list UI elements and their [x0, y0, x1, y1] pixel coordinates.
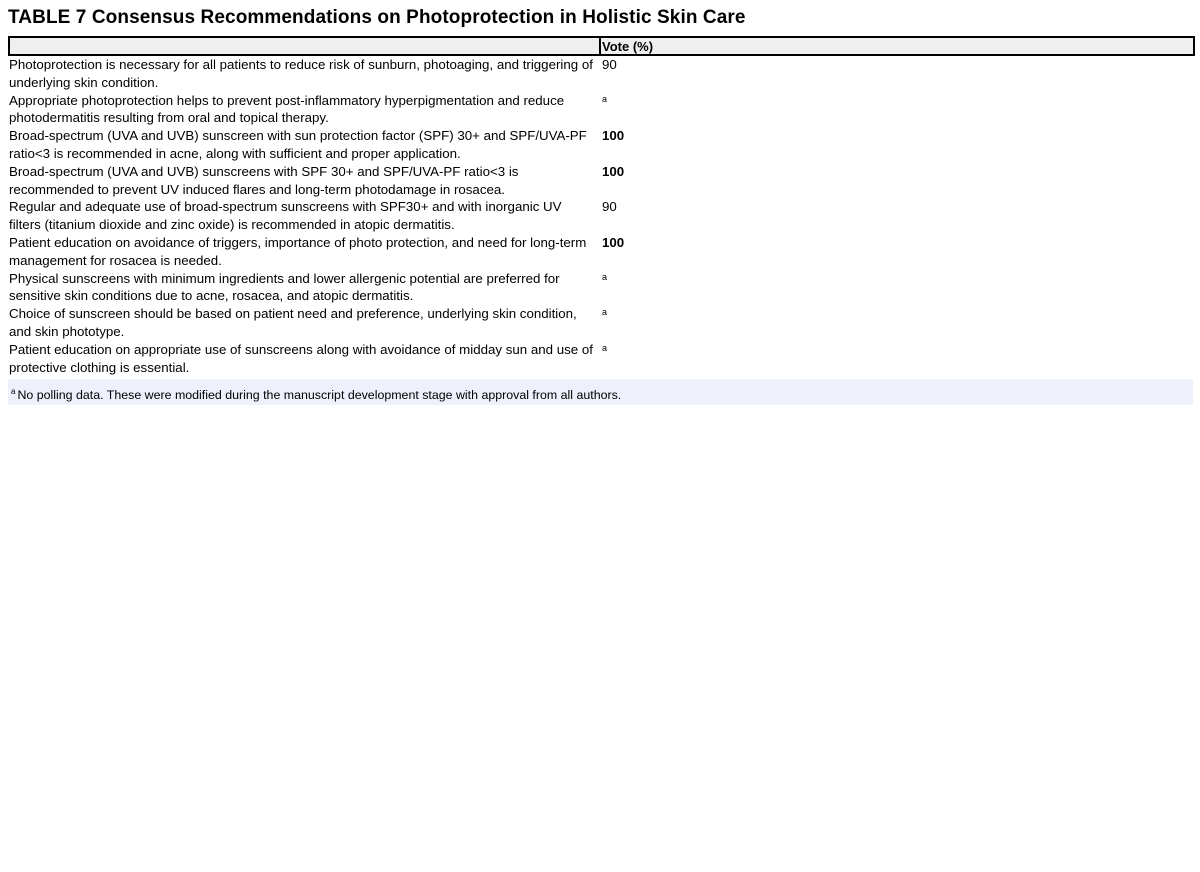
recommendation-text: Broad-spectrum (UVA and UVB) sunscreens with SPF 30+ and SPF/UVA-PF ratio<3 is recommended to prevent UV induced flares and long-term photodamage in rosacea.: [9, 163, 519, 197]
vote-value: 90: [602, 57, 617, 72]
footnote-text: No polling data. These were modified during the manuscript development stage with approval from all authors.: [17, 388, 622, 403]
table-row: [9, 127, 1194, 163]
vote-cell: [600, 341, 1194, 377]
no-polling-footnote-marker: a: [602, 342, 608, 353]
table-row: [9, 198, 1194, 234]
table-row: [9, 341, 1194, 377]
vote-cell: [600, 55, 1194, 92]
vote-value: 100: [602, 128, 625, 144]
table-row: [9, 234, 1194, 270]
vote-cell: [600, 92, 1194, 128]
vote-cell: [600, 305, 1194, 341]
vote-cell: [600, 234, 1194, 270]
table-row: [9, 270, 1194, 306]
no-polling-footnote-marker: a: [602, 93, 608, 104]
recommendation-text: Regular and adequate use of broad-spectrum sunscreens with SPF30+ and with inorganic UV filters (titanium dioxide and zinc oxide) is recommended in atopic dermatitis.: [9, 199, 562, 233]
vote-value: 100: [602, 234, 625, 250]
footnote-marker: a: [11, 387, 16, 397]
table-header: [9, 37, 1194, 55]
no-polling-footnote-marker: a: [602, 307, 608, 318]
document-page: [8, 6, 1193, 405]
header-vote: Vote (%): [600, 37, 1194, 55]
table-row: [9, 305, 1194, 341]
vote-cell: [600, 163, 1194, 199]
recommendation-text: Photoprotection is necessary for all patients to reduce risk of sunburn, photoaging, and triggering of underlying skin condition.: [9, 57, 593, 90]
header-row: [9, 37, 1194, 55]
table-footnote: [8, 379, 1193, 405]
vote-value: 90: [602, 199, 617, 215]
recommendation-text: Appropriate photoprotection helps to prevent post-inflammatory hyperpigmentation and reduce photodermatitis resulting from oral and topical therapy.: [9, 92, 565, 126]
table-row: [9, 92, 1194, 128]
vote-cell: [600, 270, 1194, 306]
vote-cell: [600, 127, 1194, 163]
recommendation-text: Choice of sunscreen should be based on patient need and preference, underlying skin condition, and skin phototype.: [9, 306, 577, 339]
header-recommendation: [9, 37, 600, 55]
table-row: [9, 55, 1194, 92]
vote-value: 100: [602, 163, 625, 179]
vote-cell: [600, 198, 1194, 234]
no-polling-footnote-marker: a: [602, 271, 608, 282]
table-row: [9, 163, 1194, 199]
recommendations-table: [8, 36, 1195, 376]
recommendation-text: Broad-spectrum (UVA and UVB) sunscreen with sun protection factor (SPF) 30+ and SPF/UVA-PF ratio<3 is recommended in acne, along with sufficient and proper application.: [9, 128, 587, 161]
table-title: TABLE 7 Consensus Recommendations on Photoprotection in Holistic Skin Care: [8, 7, 746, 28]
recommendation-text: Patient education on appropriate use of sunscreens along with avoidance of midday sun and use of protective clothing is essential.: [9, 341, 593, 375]
recommendation-text: Patient education on avoidance of triggers, importance of photo protection, and need for long-term management for rosacea is needed.: [9, 234, 587, 268]
table-body: [9, 55, 1194, 376]
recommendation-text: Physical sunscreens with minimum ingredients and lower allergenic potential are preferred for sensitive skin conditions due to acne, rosacea, and atopic dermatitis.: [9, 270, 560, 304]
